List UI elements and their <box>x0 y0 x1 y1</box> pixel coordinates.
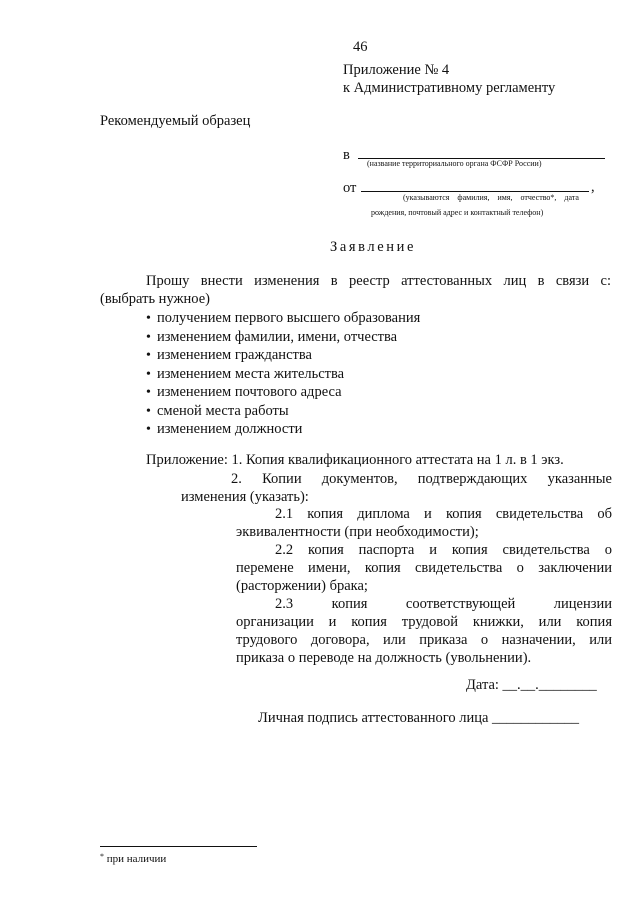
reasons-list <box>146 309 420 439</box>
signature-field: Личная подпись аттестованного лица ____________ <box>258 710 580 726</box>
from-prefix: от <box>343 180 357 196</box>
footnote-text: при наличии <box>106 853 167 865</box>
document-title: Заявление <box>330 239 417 255</box>
attachment-2-3-line1: 2.3 копия соответствующей лицензии <box>275 596 612 612</box>
attachment-2-3-line3: трудового договора, или приказа о назначении, или <box>236 632 612 648</box>
list-item: • изменением гражданства <box>146 346 420 365</box>
page-number: 46 <box>353 39 368 55</box>
attachment-2-1-line2: эквивалентности (при необходимости); <box>236 524 479 540</box>
from-hint-line1: (указываются фамилия, имя, отчество*, дата <box>403 193 579 202</box>
attachment-item-1: Приложение: 1. Копия квалификационного аттестата на 1 л. в 1 экз. <box>146 452 564 468</box>
intro-line1: Прошу внести изменения в реестр аттестованных лиц в связи с: <box>146 273 611 289</box>
attachment-2-3-line4: приказа о переводе на должность (увольнении). <box>236 650 532 666</box>
to-prefix: в <box>343 147 350 163</box>
list-item: • изменением почтового адреса <box>146 383 420 402</box>
footnote <box>100 853 166 866</box>
intro-line2: (выбрать нужное) <box>100 291 210 307</box>
regulation-reference: к Административному регламенту <box>343 80 556 96</box>
from-hint-line2: рождения, почтовый адрес и контактный телефон) <box>371 208 544 217</box>
from-comma: , <box>591 179 595 195</box>
attachment-2-2-line3: (расторжении) брака; <box>236 578 368 594</box>
appendix-number: Приложение № 4 <box>343 62 450 78</box>
attachment-item-2-line1: 2. Копии документов, подтверждающих указанные <box>231 471 612 487</box>
attachment-2-2-line1: 2.2 копия паспорта и копия свидетельства о <box>275 542 612 558</box>
from-line <box>361 191 589 192</box>
list-item: • изменением должности <box>146 420 420 439</box>
date-field: Дата: __.__.________ <box>466 677 597 693</box>
list-item: • изменением фамилии, имени, отчества <box>146 328 420 347</box>
footnote-mark: * <box>100 852 104 861</box>
list-item: • получением первого высшего образования <box>146 309 420 328</box>
list-item: • изменением места жительства <box>146 365 420 384</box>
footnote-divider <box>100 846 257 847</box>
attachment-2-1-line1: 2.1 копия диплома и копия свидетельства об <box>275 506 612 522</box>
to-hint: (название территориального органа ФСФР России) <box>367 159 542 168</box>
sample-label: Рекомендуемый образец <box>100 113 251 129</box>
list-item: • сменой места работы <box>146 402 420 421</box>
attachment-2-2-line2: перемене имени, копия свидетельства о заключении <box>236 560 612 576</box>
attachment-item-2-line2: изменения (указать): <box>181 489 309 505</box>
attachment-2-3-line2: организации и копия трудовой книжки, или копия <box>236 614 612 630</box>
